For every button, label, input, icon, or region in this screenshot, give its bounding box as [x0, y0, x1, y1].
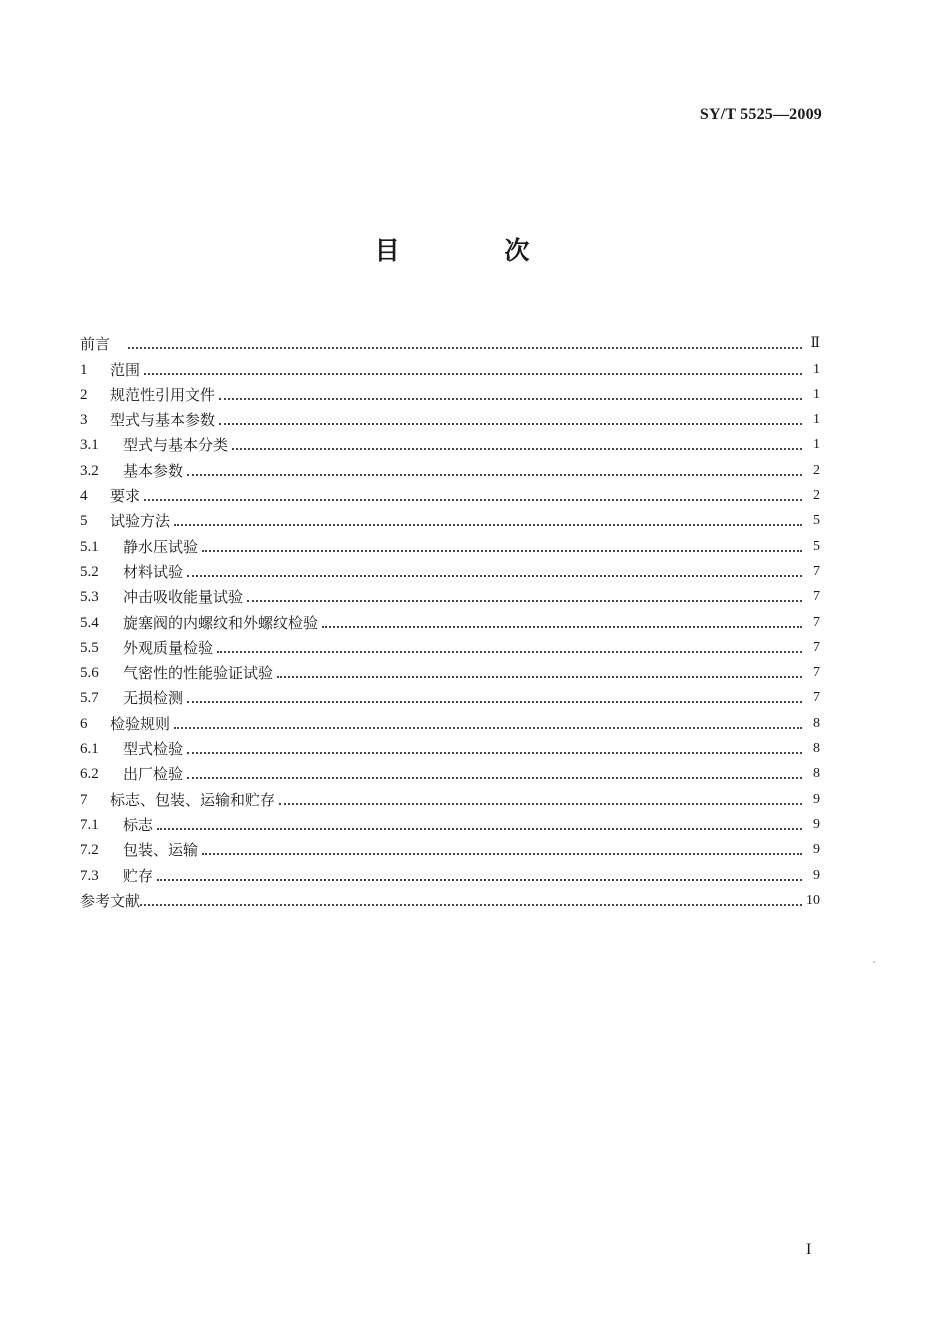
toc-entry[interactable] [80, 607, 820, 632]
toc-entry-number: 5.6 [80, 665, 99, 682]
toc-entry[interactable] [80, 886, 820, 911]
toc-dot-leader [279, 802, 802, 805]
toc-dot-leader [174, 523, 802, 526]
table-of-contents [80, 329, 820, 911]
page-number: I [806, 1241, 812, 1258]
toc-entry-page: 9 [813, 867, 820, 883]
toc-dot-leader [187, 473, 802, 476]
toc-entry[interactable] [80, 860, 820, 885]
toc-entry[interactable] [80, 658, 820, 683]
toc-entry-page: 1 [813, 437, 820, 453]
toc-dot-leader [219, 422, 802, 425]
toc-entry-label: 包装、运输 [123, 841, 199, 860]
toc-entry-label: 冲击吸收能量试验 [123, 588, 244, 607]
toc-entry[interactable] [80, 835, 820, 860]
toc-entry-page: 10 [806, 892, 820, 908]
toc-entry-number: 5 [80, 513, 88, 530]
toc-entry[interactable] [80, 481, 820, 506]
toc-entry-page: 8 [813, 741, 820, 757]
toc-entry[interactable] [80, 329, 820, 354]
toc-dot-leader [187, 776, 802, 779]
toc-entry-page: 7 [813, 614, 820, 630]
toc-entry[interactable] [80, 582, 820, 607]
toc-entry-label: 参考文献 [80, 891, 141, 910]
toc-entry-page: 2 [813, 462, 820, 478]
toc-entry-label: 规范性引用文件 [110, 385, 216, 404]
toc-dot-leader [128, 346, 802, 349]
toc-entry-label: 前言 [80, 335, 111, 354]
toc-dot-leader [202, 549, 802, 552]
toc-entry-label: 出厂检验 [123, 765, 184, 784]
toc-entry[interactable] [80, 633, 820, 658]
toc-entry[interactable] [80, 557, 820, 582]
toc-entry-page: 8 [813, 715, 820, 731]
toc-entry-page: 2 [813, 488, 820, 504]
toc-dot-leader [157, 878, 802, 881]
toc-entry-number: 1 [80, 361, 88, 378]
toc-dot-leader [219, 397, 802, 400]
toc-entry[interactable] [80, 430, 820, 455]
toc-dot-leader [277, 675, 802, 678]
toc-dot-leader [140, 903, 802, 906]
toc-entry[interactable] [80, 734, 820, 759]
toc-entry-label: 要求 [110, 487, 141, 506]
toc-entry-page: 5 [813, 538, 820, 554]
toc-entry-page: 7 [813, 589, 820, 605]
toc-entry-number: 6.2 [80, 766, 99, 783]
page-title: 目 次 [374, 235, 578, 265]
toc-entry-label: 试验方法 [110, 512, 171, 531]
toc-entry-label: 气密性的性能验证试验 [123, 664, 274, 683]
toc-entry-page: 7 [813, 690, 820, 706]
toc-entry[interactable] [80, 810, 820, 835]
toc-entry-page: 8 [813, 766, 820, 782]
toc-entry[interactable] [80, 784, 820, 809]
toc-entry[interactable] [80, 683, 820, 708]
toc-entry-page: 9 [813, 842, 820, 858]
toc-entry-number: 3.1 [80, 437, 99, 454]
toc-dot-leader [322, 625, 802, 628]
toc-entry[interactable] [80, 455, 820, 480]
toc-entry-number: 6.1 [80, 741, 99, 758]
toc-entry-number: 7 [80, 791, 88, 808]
toc-entry-label: 外观质量检验 [123, 638, 214, 657]
toc-entry-label: 型式与基本分类 [123, 436, 229, 455]
toc-entry-number: 3 [80, 412, 88, 429]
toc-dot-leader [232, 447, 802, 450]
toc-dot-leader [217, 650, 802, 653]
toc-dot-leader [202, 852, 802, 855]
toc-dot-leader [144, 498, 802, 501]
toc-entry-number: 6 [80, 715, 88, 732]
toc-entry-number: 5.5 [80, 639, 99, 656]
toc-entry[interactable] [80, 708, 820, 733]
toc-entry-number: 5.2 [80, 563, 99, 580]
toc-entry-number: 5.4 [80, 614, 99, 631]
toc-entry-page: 1 [813, 412, 820, 428]
toc-entry-number: 7.3 [80, 867, 99, 884]
toc-entry-number: 5.1 [80, 538, 99, 555]
toc-entry-label: 标志、包装、运输和贮存 [110, 790, 276, 809]
toc-entry-page: 7 [813, 665, 820, 681]
toc-entry-page: 7 [813, 639, 820, 655]
toc-entry-number: 7.2 [80, 842, 99, 859]
toc-entry-number: 5.7 [80, 690, 99, 707]
toc-entry-label: 型式检验 [123, 740, 184, 759]
toc-entry-number: 2 [80, 386, 88, 403]
toc-entry-label: 材料试验 [123, 562, 184, 581]
toc-entry-label: 检验规则 [110, 714, 171, 733]
toc-entry-page: Ⅱ [810, 336, 820, 352]
toc-dot-leader [187, 574, 802, 577]
toc-entry[interactable] [80, 759, 820, 784]
toc-entry-label: 基本参数 [123, 461, 184, 480]
toc-entry-number: 4 [80, 488, 88, 505]
toc-dot-leader [247, 599, 802, 602]
toc-entry-number: 7.1 [80, 816, 99, 833]
toc-entry-label: 贮存 [123, 866, 154, 885]
toc-entry-number: 3.2 [80, 462, 99, 479]
toc-entry-label: 旋塞阀的内螺纹和外螺纹检验 [123, 613, 319, 632]
scan-speck [873, 961, 875, 963]
toc-entry-number: 5.3 [80, 589, 99, 606]
toc-entry[interactable] [80, 531, 820, 556]
toc-dot-leader [144, 372, 802, 375]
toc-entry[interactable] [80, 380, 820, 405]
toc-entry[interactable] [80, 354, 820, 379]
toc-entry[interactable] [80, 506, 820, 531]
toc-entry-page: 7 [813, 563, 820, 579]
toc-entry-label: 范围 [110, 360, 141, 379]
toc-entry-page: 1 [813, 386, 820, 402]
toc-entry-label: 标志 [123, 815, 154, 834]
toc-entry[interactable] [80, 405, 820, 430]
toc-entry-page: 1 [813, 361, 820, 377]
toc-entry-page: 9 [813, 791, 820, 807]
toc-entry-page: 5 [813, 513, 820, 529]
toc-entry-page: 9 [813, 816, 820, 832]
toc-dot-leader [174, 726, 802, 729]
standard-code: SY/T 5525—2009 [699, 106, 822, 123]
toc-entry-label: 静水压试验 [123, 537, 199, 556]
toc-dot-leader [157, 827, 802, 830]
toc-dot-leader [187, 751, 802, 754]
toc-entry-label: 无损检测 [123, 689, 184, 708]
toc-dot-leader [187, 700, 802, 703]
toc-entry-label: 型式与基本参数 [110, 411, 216, 430]
